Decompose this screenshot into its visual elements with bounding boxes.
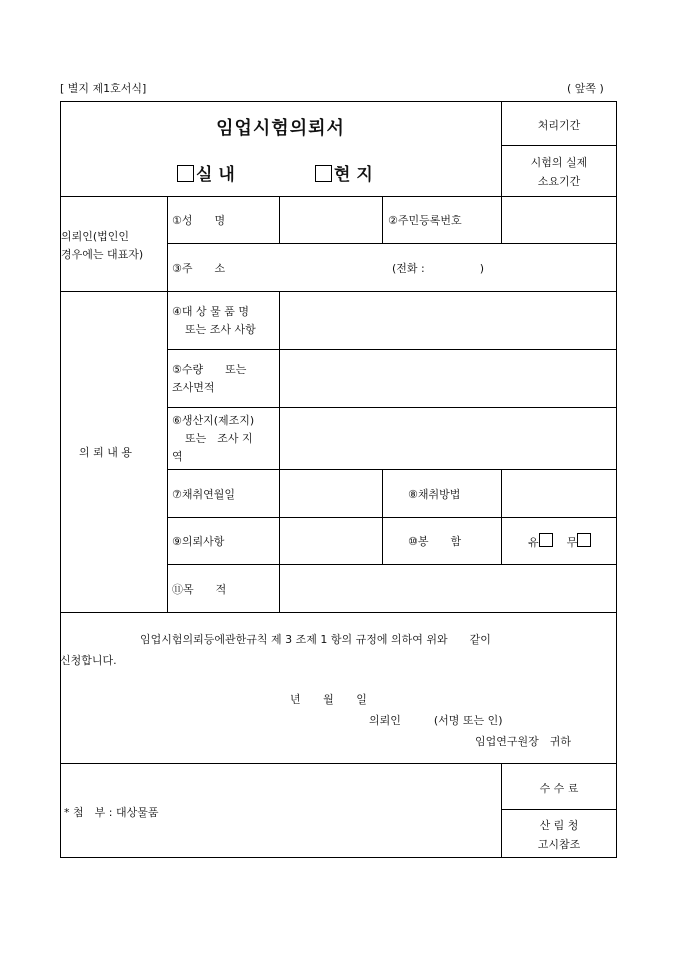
checkbox-yes[interactable] xyxy=(539,533,553,547)
phone-label: (전화 : ) xyxy=(392,262,485,275)
applicant-label-line2: 경우에는 대표자) xyxy=(61,248,144,261)
actual-duration-line1: 시험의 실제 xyxy=(530,156,588,169)
checkbox-indoor[interactable] xyxy=(177,165,194,182)
option-field[interactable] xyxy=(315,160,373,185)
name-label: ①성 명 xyxy=(172,214,226,227)
fee-line1: 산 림 청 xyxy=(539,819,579,832)
option-indoor-label: 실 내 xyxy=(196,165,235,185)
item4-line2: 또는 조사 사항 xyxy=(185,323,256,336)
date-line: 년 월 일 xyxy=(290,693,367,706)
item9-label: ⑨의뢰사항 xyxy=(172,535,225,548)
checkbox-field[interactable] xyxy=(315,165,332,182)
fee-line2: 고시참조 xyxy=(537,838,581,851)
resident-id-label: ②주민등록번호 xyxy=(388,214,462,227)
form-title: 임업시험의뢰서 xyxy=(216,118,345,139)
actual-duration-line2: 소요기간 xyxy=(537,175,581,188)
recipient-line: 임업연구원장 귀하 xyxy=(475,735,572,748)
item6-label xyxy=(172,412,254,466)
item10-label: ⑩봉 함 xyxy=(408,535,462,548)
collection-date-field[interactable] xyxy=(280,470,381,516)
collection-method-field[interactable] xyxy=(502,470,616,516)
item4-line1: ④대 상 물 품 명 xyxy=(172,305,249,318)
quantity-field[interactable] xyxy=(280,350,616,406)
fee-note xyxy=(501,816,617,854)
item5-line2: 조사면적 xyxy=(172,381,215,394)
item11-label: ⑪목 적 xyxy=(172,583,227,596)
statement-line1: 임업시험의뢰등에관한규칙 제 3 조제 1 항의 규정에 의하여 위와 같이 xyxy=(140,633,491,646)
address-label: ③주 소 xyxy=(172,262,226,275)
yes-label: 유 xyxy=(528,536,539,549)
item8-label: ⑧채취방법 xyxy=(408,488,461,501)
option-field-label: 현 지 xyxy=(334,165,373,185)
resident-id-field[interactable] xyxy=(502,197,616,242)
item6-line2: 또는 조사 지 xyxy=(185,432,253,445)
applicant-section-label xyxy=(60,228,167,264)
checkbox-no[interactable] xyxy=(577,533,591,547)
name-field[interactable] xyxy=(280,197,381,242)
no-label: 무 xyxy=(566,536,578,549)
request-details-field[interactable] xyxy=(280,518,381,563)
actual-duration-label xyxy=(501,153,617,191)
item-name-field[interactable] xyxy=(280,292,616,348)
attachment-label: * 첨 부 : 대상물품 xyxy=(64,806,159,819)
fee-label: 수 수 료 xyxy=(539,782,579,795)
origin-field[interactable] xyxy=(280,408,616,468)
option-indoor[interactable] xyxy=(177,160,235,185)
sealed-options xyxy=(528,533,591,550)
request-section-label: 의 뢰 내 용 xyxy=(79,446,132,459)
form-number: [ 별지 제1호서식] xyxy=(60,82,147,95)
signer-line: 의뢰인 (서명 또는 인) xyxy=(369,714,503,727)
item4-label xyxy=(172,303,256,339)
statement-line2: 신청합니다. xyxy=(60,654,117,667)
item5-label xyxy=(172,361,246,397)
processing-period-label: 처리기간 xyxy=(537,119,581,132)
purpose-field[interactable] xyxy=(280,565,616,611)
item5-line1: ⑤수량 또는 xyxy=(172,363,247,376)
item6-line3: 역 xyxy=(172,450,183,463)
item7-label: ⑦채취연월일 xyxy=(172,488,235,501)
page-side-label: ( 앞쪽 ) xyxy=(567,82,604,95)
item6-line1: ⑥생산지(제조지) xyxy=(172,414,255,427)
applicant-label-line1: 의뢰인(법인인 xyxy=(61,230,130,243)
